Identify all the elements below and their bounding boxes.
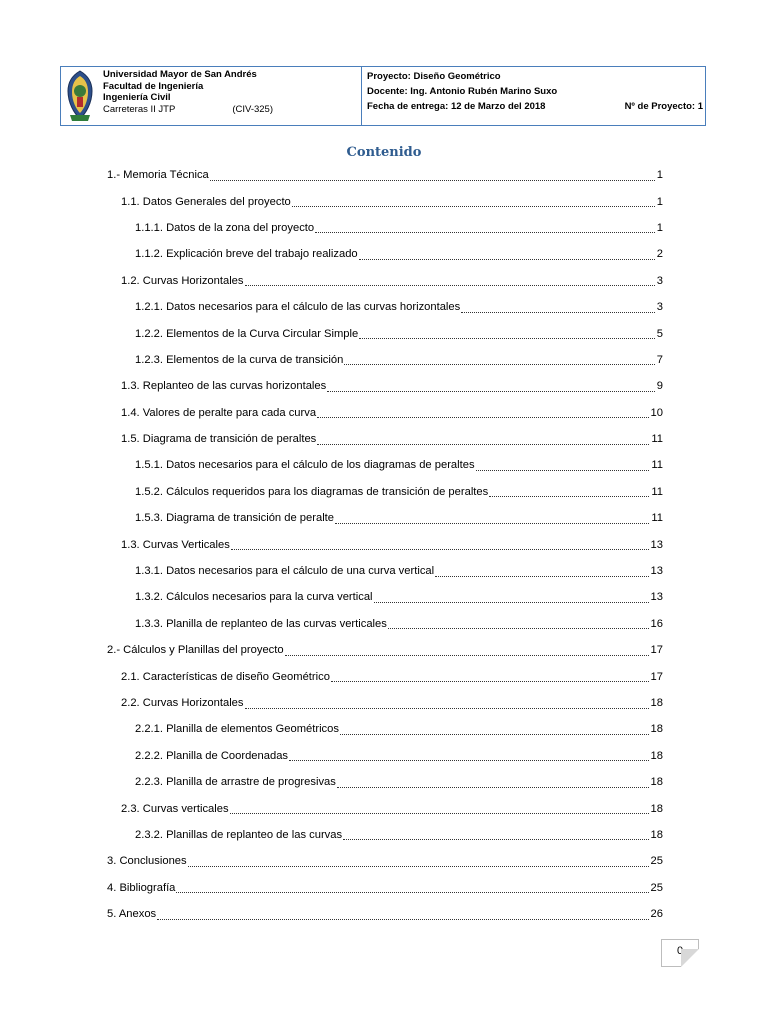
toc-entry-label: 1.3.2. Cálculos necesarios para la curva vertical (135, 591, 373, 604)
toc-dot-leader (245, 696, 649, 709)
toc-entry[interactable] (107, 901, 663, 927)
toc-dot-leader (245, 273, 655, 286)
toc-dot-leader (489, 484, 649, 497)
toc-dot-leader (343, 827, 648, 840)
toc-entry-page: 5 (656, 327, 663, 340)
toc-entry-page: 18 (650, 776, 663, 789)
toc-entry-page: 11 (651, 433, 663, 446)
toc-dot-leader (231, 537, 649, 550)
toc-dot-leader (337, 775, 649, 788)
toc-entry-label: 1.5.3. Diagrama de transición de peralte (135, 512, 335, 525)
toc-entry[interactable] (107, 690, 663, 716)
toc-dot-leader (292, 194, 655, 207)
toc-entry-page: 7 (656, 353, 663, 366)
toc-entry-label: 2.- Cálculos y Planillas del proyecto (107, 644, 284, 657)
toc-entry-page: 18 (650, 828, 663, 841)
toc-entry-page: 13 (650, 565, 663, 578)
toc-entry[interactable] (107, 822, 663, 848)
date-label: Fecha de entrega: (367, 101, 451, 112)
institution-info (103, 69, 359, 125)
toc-entry[interactable] (107, 452, 663, 478)
toc-entry[interactable] (107, 294, 663, 320)
table-of-contents (107, 162, 663, 927)
toc-entry-page: 1 (656, 169, 663, 182)
toc-entry-page: 9 (656, 380, 663, 393)
header-divider (361, 67, 362, 125)
toc-entry-label: 1.3. Curvas Verticales (121, 538, 230, 551)
project-value: Diseño Geométrico (413, 71, 501, 82)
toc-entry[interactable] (107, 400, 663, 426)
toc-dot-leader (289, 748, 649, 761)
university-name: Universidad Mayor de San Andrés (103, 69, 257, 80)
university-seal-icon (64, 69, 96, 123)
toc-dot-leader (461, 300, 655, 313)
toc-entry[interactable] (107, 637, 663, 663)
toc-entry-label: 2.3.2. Planillas de replanteo de las curvas (135, 828, 343, 841)
toc-entry-label: 1.4. Valores de peralte para cada curva (121, 406, 317, 419)
toc-entry-page: 25 (650, 881, 663, 894)
toc-entry-label: 3. Conclusiones (107, 855, 187, 868)
toc-entry-page: 10 (650, 406, 663, 419)
toc-dot-leader (188, 854, 649, 867)
toc-dot-leader (476, 458, 650, 471)
toc-entry-label: 1.3. Replanteo de las curvas horizontales (121, 380, 327, 393)
toc-entry-page: 11 (651, 459, 663, 472)
toc-entry-page: 1 (656, 221, 663, 234)
toc-entry[interactable] (107, 347, 663, 373)
toc-entry-label: 1.- Memoria Técnica (107, 169, 209, 182)
toc-entry-page: 26 (650, 908, 663, 921)
toc-entry[interactable] (107, 479, 663, 505)
project-label: Proyecto: (367, 71, 414, 82)
toc-entry[interactable] (107, 848, 663, 874)
toc-entry-label: 2.2.2. Planilla de Coordenadas (135, 749, 289, 762)
toc-entry-label: 1.2.3. Elementos de la curva de transición (135, 353, 344, 366)
career-name: Ingeniería Civil (103, 92, 171, 103)
toc-dot-leader (176, 880, 648, 893)
toc-entry[interactable] (107, 268, 663, 294)
faculty-name: Facultad de Ingeniería (103, 80, 204, 92)
toc-entry-page: 1 (656, 195, 663, 208)
toc-entry[interactable] (107, 611, 663, 637)
toc-entry[interactable] (107, 875, 663, 901)
document-header (60, 66, 706, 126)
toc-dot-leader (335, 511, 649, 524)
toc-entry-page: 11 (651, 512, 663, 525)
toc-entry[interactable] (107, 320, 663, 346)
toc-entry[interactable] (107, 505, 663, 531)
toc-dot-leader (157, 907, 648, 920)
toc-dot-leader (340, 722, 649, 735)
toc-entry-page: 17 (650, 644, 663, 657)
toc-entry-page: 18 (650, 802, 663, 815)
toc-entry-label: 1.1.2. Explicación breve del trabajo realizado (135, 248, 358, 261)
toc-entry-page: 11 (651, 485, 663, 498)
toc-dot-leader (317, 405, 648, 418)
toc-entry-label: 1.5. Diagrama de transición de peraltes (121, 433, 317, 446)
toc-entry-page: 13 (650, 538, 663, 551)
toc-entry-label: 2.1. Características de diseño Geométrico (121, 670, 330, 683)
toc-entry[interactable] (107, 743, 663, 769)
toc-title: Contenido (346, 145, 422, 160)
toc-entry-label: 2.2.1. Planilla de elementos Geométricos (135, 723, 339, 736)
toc-entry-page: 25 (650, 855, 663, 868)
toc-dot-leader (317, 432, 649, 445)
toc-entry-page: 3 (656, 274, 663, 287)
toc-entry[interactable] (107, 795, 663, 821)
page-number: 0 (676, 945, 684, 957)
toc-entry-label: 1.5.1. Datos necesarios para el cálculo de los diagramas de peraltes (135, 459, 475, 472)
toc-entry-page: 17 (650, 670, 663, 683)
toc-dot-leader (285, 643, 649, 656)
toc-entry[interactable] (107, 716, 663, 742)
toc-dot-leader (359, 247, 655, 260)
toc-entry[interactable] (107, 663, 663, 689)
toc-dot-leader (344, 352, 654, 365)
toc-entry-page: 18 (650, 749, 663, 762)
toc-entry[interactable] (107, 558, 663, 584)
toc-entry[interactable] (107, 584, 663, 610)
date-value: 12 de Marzo del 2018 (450, 101, 546, 112)
toc-dot-leader (388, 616, 649, 629)
toc-dot-leader (374, 590, 649, 603)
toc-entry-label: 1.2.2. Elementos de la Curva Circular Simple (135, 327, 359, 340)
toc-dot-leader (210, 168, 655, 181)
toc-entry-page: 18 (650, 697, 663, 709)
page-number-box (661, 939, 699, 967)
toc-entry-page: 2 (656, 248, 663, 261)
toc-entry-label: 2.2.3. Planilla de arrastre de progresivas (135, 776, 336, 789)
course-code: (CIV-325) (232, 103, 273, 115)
toc-entry-page: 18 (650, 723, 663, 736)
toc-entry-label: 1.2.1. Datos necesarios para el cálculo de las curvas horizontales (135, 301, 461, 314)
project-info (367, 69, 703, 114)
teacher-value: Ing. Antonio Rubén Marino Suxo (410, 86, 558, 97)
toc-entry-label: 1.2. Curvas Horizontales (121, 274, 244, 287)
toc-entry[interactable] (107, 162, 663, 188)
course-name: Carreteras II JTP (103, 103, 176, 115)
toc-entry[interactable] (107, 188, 663, 214)
toc-entry[interactable] (107, 373, 663, 399)
toc-entry-label: 2.3. Curvas verticales (121, 802, 229, 815)
toc-entry-label: 1.1. Datos Generales del proyecto (121, 195, 291, 208)
toc-dot-leader (230, 801, 649, 814)
toc-entry[interactable] (107, 215, 663, 241)
toc-dot-leader (315, 220, 655, 233)
project-number: Nº de Proyecto: 1 (624, 101, 703, 112)
toc-dot-leader (435, 564, 648, 577)
toc-entry-label: 1.3.1. Datos necesarios para el cálculo de una curva vertical (135, 565, 435, 578)
toc-entry-label: 1.1.1. Datos de la zona del proyecto (135, 221, 315, 234)
toc-entry-page: 3 (656, 301, 663, 314)
toc-entry-label: 1.3.3. Planilla de replanteo de las curvas verticales (135, 617, 387, 630)
toc-entry-page: 16 (650, 617, 663, 630)
toc-entry-label: 2.2. Curvas Horizontales (121, 697, 244, 709)
page-fold-corner (681, 949, 699, 967)
toc-entry[interactable] (107, 531, 663, 557)
toc-dot-leader (327, 379, 655, 392)
toc-entry-label: 4. Bibliografía (107, 881, 176, 894)
teacher-label: Docente: (367, 86, 411, 97)
toc-dot-leader (331, 669, 649, 682)
toc-entry-label: 1.5.2. Cálculos requeridos para los diagramas de transición de peraltes (135, 485, 489, 498)
toc-dot-leader (359, 326, 655, 339)
toc-entry[interactable] (107, 426, 663, 452)
toc-entry[interactable] (107, 769, 663, 795)
toc-entry-label: 5. Anexos (107, 908, 157, 921)
university-logo (61, 67, 99, 125)
toc-entry-page: 13 (650, 591, 663, 604)
toc-entry[interactable] (107, 241, 663, 267)
